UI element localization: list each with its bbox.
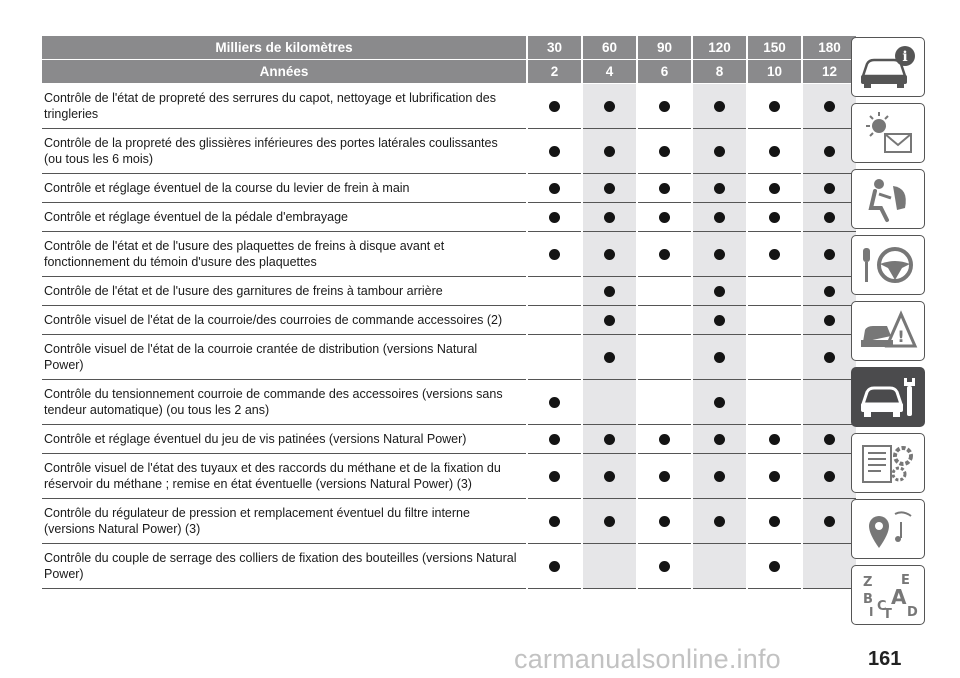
- check-dot: [604, 315, 615, 326]
- interval-cell: [527, 335, 582, 380]
- check-dot: [604, 101, 615, 112]
- check-dot: [604, 352, 615, 363]
- check-dot: [714, 286, 725, 297]
- interval-cell: [582, 277, 637, 306]
- svg-text:i: i: [902, 49, 908, 65]
- interval-cell: [582, 84, 637, 129]
- check-dot: [604, 286, 615, 297]
- check-dot: [549, 212, 560, 223]
- check-dot: [714, 249, 725, 260]
- interval-cell: [582, 129, 637, 174]
- row-description: Contrôle visuel de l'état de la courroie/des courroies de commande accessoires (2): [42, 306, 527, 335]
- interval-cell: [747, 129, 802, 174]
- key-steering-wheel-icon: [857, 240, 919, 290]
- car-info-icon: [857, 42, 919, 92]
- interval-cell: [527, 306, 582, 335]
- tab-warning-lights[interactable]: [851, 103, 925, 163]
- interval-cell: [802, 544, 856, 589]
- check-dot: [714, 146, 725, 157]
- km-30: 30: [527, 36, 582, 60]
- tab-multimedia[interactable]: [851, 499, 925, 559]
- check-dot: [659, 249, 670, 260]
- row-description: Contrôle de l'état de propreté des serrures du capot, nettoyage et lubrification des tringleries: [42, 84, 527, 129]
- car-maintenance-icon: [857, 372, 919, 422]
- row-description: Contrôle de l'état et de l'usure des plaquettes de freins à disque avant et fonctionnement du témoin d'usure des plaquettes: [42, 232, 527, 277]
- check-dot: [824, 434, 835, 445]
- index-letter: C: [877, 599, 887, 614]
- row-description: Contrôle du tensionnement courroie de commande des accessoires (versions sans tendeur automatique) (ou tous les 2 ans): [42, 380, 527, 425]
- check-dot: [714, 352, 725, 363]
- check-dot: [769, 101, 780, 112]
- interval-cell: [527, 174, 582, 203]
- interval-cell: [802, 499, 856, 544]
- check-dot: [549, 146, 560, 157]
- interval-cell: [802, 380, 856, 425]
- tab-knowing-vehicle[interactable]: [851, 37, 925, 97]
- check-dot: [714, 183, 725, 194]
- check-dot: [549, 471, 560, 482]
- interval-cell: [692, 425, 747, 454]
- check-dot: [604, 516, 615, 527]
- multimedia-icon: [857, 504, 919, 554]
- interval-cell: [637, 277, 692, 306]
- index-letter: T: [883, 607, 892, 620]
- interval-cell: [637, 306, 692, 335]
- interval-cell: [802, 203, 856, 232]
- interval-cell: [527, 232, 582, 277]
- table-row: [42, 454, 856, 499]
- year-6: 6: [637, 60, 692, 84]
- interval-cell: [637, 335, 692, 380]
- interval-cell: [582, 306, 637, 335]
- km-120: 120: [692, 36, 747, 60]
- interval-cell: [527, 277, 582, 306]
- row-description: Contrôle du couple de serrage des colliers de fixation des bouteilles (versions Natural Power): [42, 544, 527, 589]
- interval-cell: [692, 277, 747, 306]
- interval-cell: [692, 380, 747, 425]
- check-dot: [769, 146, 780, 157]
- interval-cell: [747, 380, 802, 425]
- car-breakdown-icon: [857, 306, 919, 356]
- interval-cell: [637, 84, 692, 129]
- page-number: 161: [868, 648, 902, 670]
- interval-cell: [527, 454, 582, 499]
- row-description: Contrôle et réglage éventuel du jeu de vis patinées (versions Natural Power): [42, 425, 527, 454]
- table-row: [42, 380, 856, 425]
- check-dot: [824, 212, 835, 223]
- tab-emergency[interactable]: [851, 301, 925, 361]
- interval-cell: [692, 454, 747, 499]
- interval-cell: [582, 232, 637, 277]
- check-dot: [714, 212, 725, 223]
- interval-cell: [637, 380, 692, 425]
- interval-cell: [802, 84, 856, 129]
- check-dot: [659, 516, 670, 527]
- check-dot: [604, 471, 615, 482]
- table-row: [42, 203, 856, 232]
- check-dot: [549, 183, 560, 194]
- row-description: Contrôle et réglage éventuel de la course du levier de frein à main: [42, 174, 527, 203]
- check-dot: [549, 101, 560, 112]
- interval-cell: [582, 544, 637, 589]
- check-dot: [549, 434, 560, 445]
- check-dot: [714, 315, 725, 326]
- row-description: Contrôle visuel de l'état de la courroie crantée de distribution (versions Natural Power): [42, 335, 527, 380]
- index-letter: I: [869, 605, 874, 619]
- row-description: Contrôle visuel de l'état des tuyaux et des raccords du méthane et de la fixation du réservoir du méthane ; remise en état éventuelle (versions Natural Power) (3): [42, 454, 527, 499]
- interval-cell: [527, 84, 582, 129]
- year-2: 2: [527, 60, 582, 84]
- check-dot: [659, 561, 670, 572]
- year-8: 8: [692, 60, 747, 84]
- table-row: [42, 84, 856, 129]
- interval-cell: [637, 232, 692, 277]
- interval-cell: [637, 454, 692, 499]
- interval-cell: [637, 544, 692, 589]
- interval-cell: [527, 129, 582, 174]
- index-az-icon: [857, 570, 919, 620]
- check-dot: [549, 249, 560, 260]
- tab-starting-driving[interactable]: [851, 235, 925, 295]
- interval-cell: [527, 203, 582, 232]
- index-letter: B: [863, 592, 873, 607]
- check-dot: [549, 397, 560, 408]
- check-dot: [604, 183, 615, 194]
- interval-cell: [637, 499, 692, 544]
- km-60: 60: [582, 36, 637, 60]
- check-dot: [824, 315, 835, 326]
- check-dot: [769, 471, 780, 482]
- km-90: 90: [637, 36, 692, 60]
- check-dot: [659, 471, 670, 482]
- airbag-seat-icon: [857, 174, 919, 224]
- interval-cell: [747, 277, 802, 306]
- interval-cell: [747, 454, 802, 499]
- interval-cell: [637, 174, 692, 203]
- watermark: carmanualsonline.info: [514, 644, 781, 674]
- tab-safety[interactable]: [851, 169, 925, 229]
- check-dot: [549, 516, 560, 527]
- chapter-sidebar: [851, 37, 927, 631]
- index-letter: D: [907, 605, 918, 620]
- interval-cell: [692, 203, 747, 232]
- interval-cell: [527, 425, 582, 454]
- check-dot: [659, 434, 670, 445]
- km-150: 150: [747, 36, 802, 60]
- maintenance-table: [42, 36, 856, 589]
- interval-cell: [692, 499, 747, 544]
- interval-cell: [747, 499, 802, 544]
- interval-cell: [582, 335, 637, 380]
- interval-cell: [747, 335, 802, 380]
- year-10: 10: [747, 60, 802, 84]
- km-180: 180: [802, 36, 856, 60]
- interval-cell: [747, 174, 802, 203]
- row-description: Contrôle et réglage éventuel de la pédale d'embrayage: [42, 203, 527, 232]
- table-row: [42, 277, 856, 306]
- interval-cell: [582, 454, 637, 499]
- check-dot: [824, 183, 835, 194]
- check-dot: [769, 434, 780, 445]
- check-dot: [604, 212, 615, 223]
- interval-cell: [582, 425, 637, 454]
- check-dot: [714, 434, 725, 445]
- interval-cell: [637, 203, 692, 232]
- interval-cell: [692, 306, 747, 335]
- interval-cell: [582, 499, 637, 544]
- table-row: [42, 129, 856, 174]
- check-dot: [824, 101, 835, 112]
- interval-cell: [802, 232, 856, 277]
- interval-cell: [637, 129, 692, 174]
- check-dot: [769, 516, 780, 527]
- km-header-label: Milliers de kilomètres: [42, 36, 527, 60]
- year-12: 12: [802, 60, 856, 84]
- interval-cell: [747, 84, 802, 129]
- interval-cell: [527, 544, 582, 589]
- check-dot: [659, 146, 670, 157]
- warning-lights-icon: [857, 108, 919, 158]
- check-dot: [769, 561, 780, 572]
- interval-cell: [692, 544, 747, 589]
- interval-cell: [527, 499, 582, 544]
- interval-cell: [802, 306, 856, 335]
- check-dot: [604, 249, 615, 260]
- years-header-row: [42, 60, 856, 84]
- row-description: Contrôle de la propreté des glissières inférieures des portes latérales coulissantes (ou tous les 6 mois): [42, 129, 527, 174]
- interval-cell: [802, 129, 856, 174]
- index-letter: Z: [863, 575, 873, 590]
- check-dot: [824, 286, 835, 297]
- interval-cell: [582, 203, 637, 232]
- check-dot: [549, 561, 560, 572]
- check-dot: [824, 471, 835, 482]
- km-header-row: [42, 36, 856, 60]
- table-row: [42, 499, 856, 544]
- check-dot: [714, 397, 725, 408]
- check-dot: [824, 249, 835, 260]
- check-dot: [769, 183, 780, 194]
- interval-cell: [747, 425, 802, 454]
- check-dot: [604, 434, 615, 445]
- interval-cell: [802, 277, 856, 306]
- check-dot: [714, 471, 725, 482]
- tab-servicing-maintenance[interactable]: [851, 367, 925, 427]
- check-dot: [659, 101, 670, 112]
- tab-technical-data[interactable]: [851, 433, 925, 493]
- check-dot: [659, 212, 670, 223]
- interval-cell: [802, 174, 856, 203]
- interval-cell: [747, 232, 802, 277]
- tab-index[interactable]: [851, 565, 925, 625]
- table-row: [42, 335, 856, 380]
- interval-cell: [802, 425, 856, 454]
- check-dot: [604, 146, 615, 157]
- check-dot: [824, 516, 835, 527]
- check-dot: [769, 249, 780, 260]
- interval-cell: [692, 174, 747, 203]
- row-description: Contrôle de l'état et de l'usure des garnitures de freins à tambour arrière: [42, 277, 527, 306]
- interval-cell: [692, 84, 747, 129]
- table-row: [42, 544, 856, 589]
- interval-cell: [637, 425, 692, 454]
- table-row: [42, 174, 856, 203]
- check-dot: [824, 352, 835, 363]
- interval-cell: [747, 203, 802, 232]
- years-header-label: Années: [42, 60, 527, 84]
- table-row: [42, 232, 856, 277]
- interval-cell: [527, 380, 582, 425]
- interval-cell: [802, 335, 856, 380]
- specifications-gears-icon: [857, 438, 919, 488]
- maintenance-table-body: [42, 84, 856, 589]
- interval-cell: [747, 306, 802, 335]
- check-dot: [659, 183, 670, 194]
- interval-cell: [802, 454, 856, 499]
- row-description: Contrôle du régulateur de pression et remplacement éventuel du filtre interne (versions Natural Power) (3): [42, 499, 527, 544]
- year-4: 4: [582, 60, 637, 84]
- table-row: [42, 306, 856, 335]
- table-row: [42, 425, 856, 454]
- interval-cell: [692, 232, 747, 277]
- check-dot: [714, 516, 725, 527]
- interval-cell: [692, 129, 747, 174]
- check-dot: [769, 212, 780, 223]
- svg-text:!: !: [897, 327, 905, 346]
- interval-cell: [582, 380, 637, 425]
- check-dot: [714, 101, 725, 112]
- index-letter: E: [901, 573, 910, 588]
- interval-cell: [692, 335, 747, 380]
- interval-cell: [582, 174, 637, 203]
- interval-cell: [747, 544, 802, 589]
- index-letter: A: [891, 585, 907, 609]
- check-dot: [824, 146, 835, 157]
